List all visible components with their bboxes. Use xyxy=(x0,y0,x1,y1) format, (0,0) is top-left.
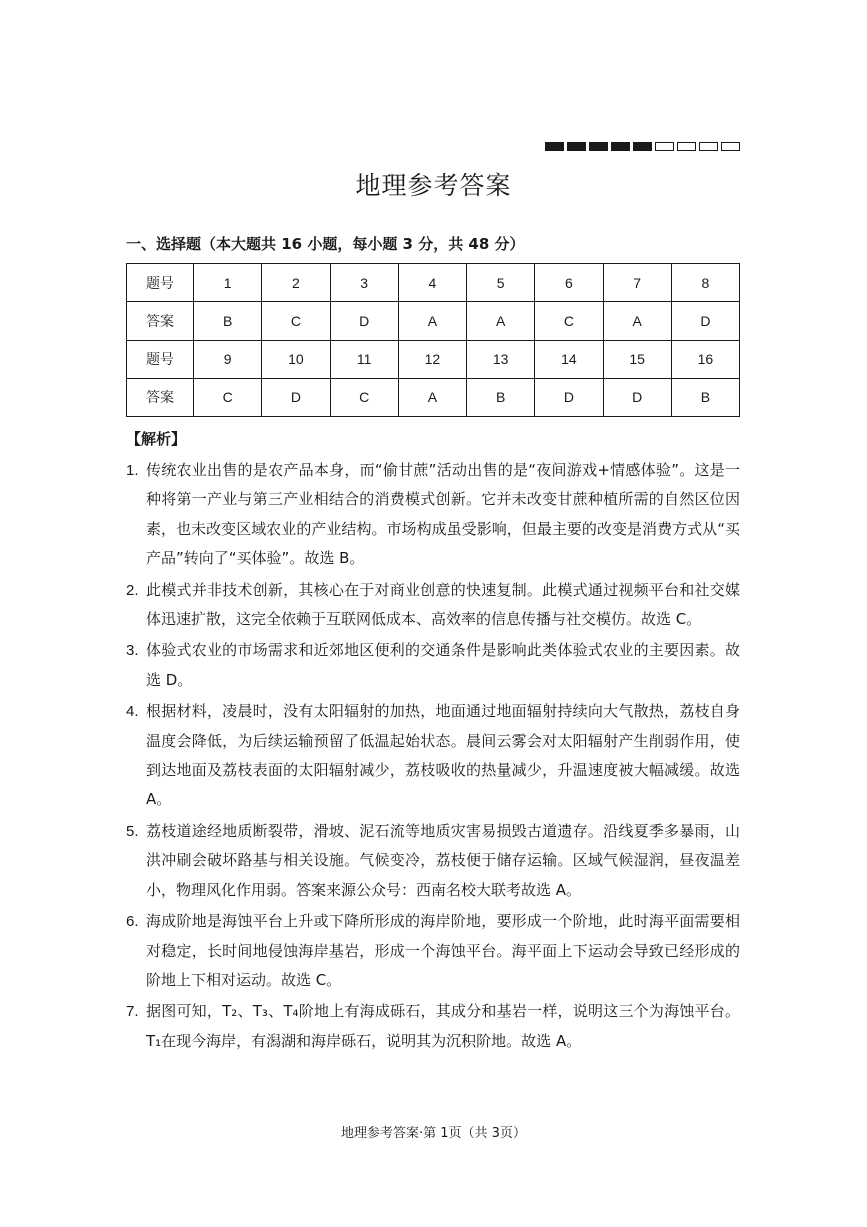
row-header-cell: 题号 xyxy=(127,264,194,302)
table-cell: A xyxy=(603,302,671,340)
table-cell: A xyxy=(398,302,466,340)
item-number: 1. xyxy=(126,462,139,479)
filled-square-mark xyxy=(545,142,564,151)
table-cell: 5 xyxy=(467,264,535,302)
empty-square-mark xyxy=(721,142,740,151)
table-row xyxy=(127,378,740,416)
table-cell: D xyxy=(535,378,603,416)
table-cell: 9 xyxy=(194,340,262,378)
item-text: 此模式并非技术创新，其核心在于对商业创意的快速复制。此模式通过视频平台和社交媒体迅速扩散，这完全依赖于互联网低成本、高效率的信息传播与社交模仿。故选 C。 xyxy=(146,580,740,629)
table-cell: D xyxy=(330,302,398,340)
page-title: 地理参考答案 xyxy=(355,171,512,200)
item-number: 5. xyxy=(126,822,139,840)
filled-square-mark xyxy=(589,142,608,151)
table-cell: A xyxy=(398,378,466,416)
table-cell: B xyxy=(194,302,262,340)
analysis-label: 【解析】 xyxy=(126,430,187,448)
row-header-cell: 题号 xyxy=(127,340,194,378)
analysis-item xyxy=(126,997,740,1056)
analysis-item xyxy=(126,576,740,635)
item-number: 2. xyxy=(126,581,139,599)
table-cell: C xyxy=(194,378,262,416)
item-text: 体验式农业的市场需求和近郊地区便利的交通条件是影响此类体验式农业的主要因素。故选 D。 xyxy=(146,641,740,689)
empty-square-mark xyxy=(677,142,696,151)
analysis-list xyxy=(126,456,740,1058)
table-cell: 4 xyxy=(398,264,466,302)
section-heading: 一、选择题（本大题共 16 小题，每小题 3 分，共 48 分） xyxy=(126,235,525,253)
table-cell: 6 xyxy=(535,264,603,302)
table-cell: C xyxy=(262,302,330,340)
table-cell: 7 xyxy=(603,264,671,302)
page-footer: 地理参考答案·第 1页（共 3页） xyxy=(341,1126,526,1141)
item-text: 据图可知，T₂、T₃、T₄阶地上有海成砾石，其成分和基岩一样，说明这三个为海蚀平台。T₁在现今海岸，有潟湖和海岸砾石，说明其为沉积阶地。故选 A。 xyxy=(146,1002,740,1050)
table-cell: D xyxy=(603,378,671,416)
empty-square-mark xyxy=(699,142,718,151)
table-cell: 15 xyxy=(603,340,671,378)
table-cell: D xyxy=(262,378,330,416)
item-number: 7. xyxy=(126,1003,139,1021)
table-cell: 8 xyxy=(671,264,739,302)
table-cell: 10 xyxy=(262,340,330,378)
item-text: 根据材料，凌晨时，没有太阳辐射的加热，地面通过地面辐射持续向大气散热，荔枝自身温度会降低，为后续运输预留了低温起始状态。晨间云雾会对太阳辐射产生削弱作用，使到达地面及荔枝表面的太阳辐射减少，荔枝吸收的热量减少，升温速度被大幅减缓。故选 A。 xyxy=(146,702,740,809)
analysis-item xyxy=(126,817,740,905)
row-header-cell: 答案 xyxy=(127,378,194,416)
item-number: 6. xyxy=(126,913,139,931)
table-cell: 2 xyxy=(262,264,330,302)
table-cell: 14 xyxy=(535,340,603,378)
table-cell: 1 xyxy=(194,264,262,302)
analysis-item xyxy=(126,907,740,995)
table-cell: 3 xyxy=(330,264,398,302)
table-row xyxy=(127,264,740,302)
table-cell: B xyxy=(671,378,739,416)
table-cell: D xyxy=(671,302,739,340)
table-cell: 12 xyxy=(398,340,466,378)
table-cell: 16 xyxy=(671,340,739,378)
table-row xyxy=(127,340,740,378)
analysis-item xyxy=(126,636,740,695)
header-progress-marks xyxy=(545,142,740,151)
table-cell: C xyxy=(535,302,603,340)
table-row xyxy=(127,302,740,340)
answer-table xyxy=(126,263,740,417)
table-cell: 13 xyxy=(467,340,535,378)
filled-square-mark xyxy=(567,142,586,151)
table-cell: A xyxy=(467,302,535,340)
analysis-item xyxy=(126,697,740,815)
filled-square-mark xyxy=(633,142,652,151)
item-text: 荔枝道途经地质断裂带，滑坡、泥石流等地质灾害易损毁古道遗存。沿线夏季多暴雨，山洪冲刷会破坏路基与相关设施。气候变冷，荔枝便于储存运输。区域气候湿润，昼夜温差小，物理风化作用弱。答案来源公众号：西南名校大联考故选 A。 xyxy=(146,821,740,899)
filled-square-mark xyxy=(611,142,630,151)
table-cell: C xyxy=(330,378,398,416)
analysis-item xyxy=(126,456,740,574)
item-number: 3. xyxy=(126,642,139,660)
table-cell: B xyxy=(467,378,535,416)
item-number: 4. xyxy=(126,703,139,721)
row-header-cell: 答案 xyxy=(127,302,194,340)
item-text: 海成阶地是海蚀平台上升或下降所形成的海岸阶地，要形成一个阶地，此时海平面需要相对稳定，长时间地侵蚀海岸基岩，形成一个海蚀平台。海平面上下运动会导致已经形成的阶地上下相对运动。故选 C。 xyxy=(146,912,740,989)
table-cell: 11 xyxy=(330,340,398,378)
empty-square-mark xyxy=(655,142,674,151)
item-text: 传统农业出售的是农产品本身，而“偷甘蔗”活动出售的是“夜间游戏+情感体验”。这是一种将第一产业与第三产业相结合的消费模式创新。它并未改变甘蔗种植所需的自然区位因素，也未改变区域农业的产业结构。市场构成虽受影响，但最主要的改变是消费方式从“买产品”转向了“买体验”。故选 B。 xyxy=(146,461,740,568)
